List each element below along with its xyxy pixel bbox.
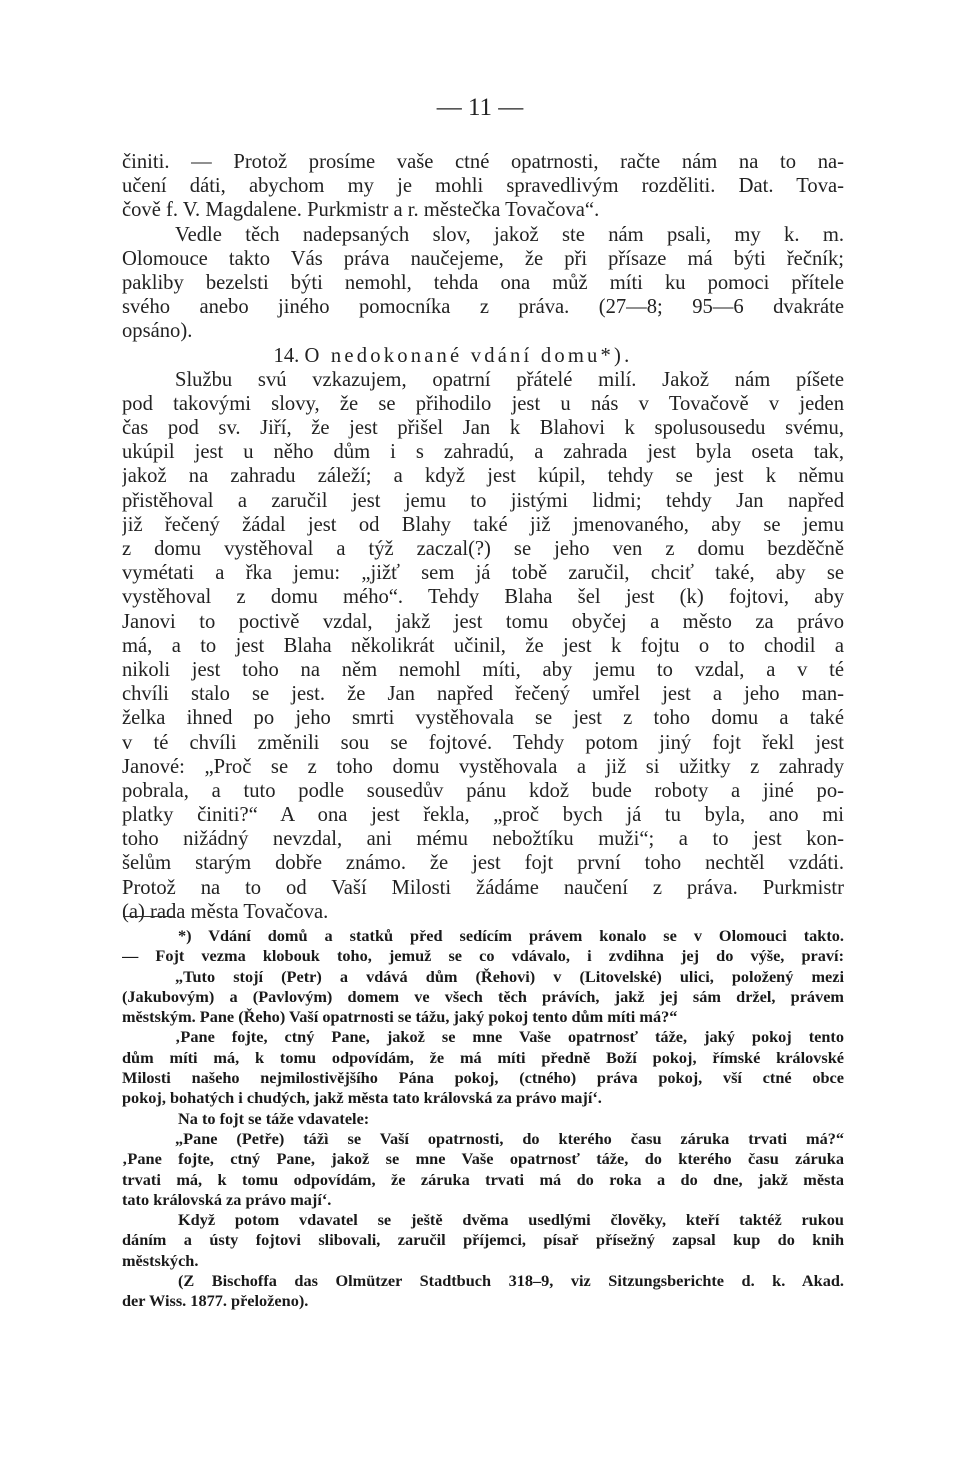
footnote-line: Když potom vdavatel se ještě dvěma usedlými člověky, kteří taktéž rukou xyxy=(178,1210,844,1230)
footnote-line: Na to fojt se táže vdavatele: xyxy=(178,1108,370,1128)
text-line: přistěhoval a zaručil jest jemu to jistými lidmi; tehdy Jan napřed xyxy=(122,489,844,512)
text-line: Protož na to od Vaší Milosti žádáme naučení z práva. Purkmistr xyxy=(122,876,844,899)
text-line: činiti. — Protož prosíme vaše ctné opatrnosti, račte nám na to na- xyxy=(122,151,844,173)
text-line: Vedle těch nadepsaných slov, jakož ste nám psali, my k. m. xyxy=(175,223,844,246)
text-line: Janové: „Proč se z toho domu vystěhovala a již si užitky z zahrady xyxy=(122,755,844,778)
text-line: chvíli stalo se jest. že Jan napřed řečený umřel jest a jeho man- xyxy=(122,683,844,706)
text-line: v té chvíli změnili sou se fojtové. Tehdy potom jiný fojt řekl jest xyxy=(122,731,844,754)
text-line: má, a to jest Blaha několikrát učinil, že jest k fojtu o to chodil a xyxy=(122,634,844,657)
text-line: toho nižádný nevzdal, ani mému nebožtíku muži“; a to jest kon- xyxy=(122,828,844,851)
main-text xyxy=(122,150,844,924)
section-heading-title: O nedokonané vdání domu*). xyxy=(304,344,633,367)
footnote xyxy=(122,926,844,1312)
text-line: z domu vystěhoval a týž zaczal(?) se jeho ven z domu bezděčně xyxy=(122,538,844,560)
footnote-line: der Wiss. 1877. přeloženo). xyxy=(122,1291,309,1311)
text-line: čově f. V. Magdalene. Purkmistr a r. městečka Tovačova“. xyxy=(122,199,600,222)
text-line: vymétati a řka jemu: „jižť sem já tobě zaručil, chciť také, aby se xyxy=(122,562,844,585)
page-number: — 11 — xyxy=(436,94,524,121)
footnote-line: „Tuto stojí (Petr) a vdává dům (Řehovi) v (Litovelské) ulici, položený mezi xyxy=(175,966,844,986)
footnote-line: — Fojt vezma klobouk toho, jemuž se co vdávalo, i zvdihna jej do výše, praví: xyxy=(122,946,844,966)
text-line: jakož na zahradu záleží; a když jest kúpil, tehdy se jest k němu xyxy=(122,465,844,488)
text-line: šelům starým dobře známo. že jest fojt první toho nechtěl vzdáti. xyxy=(122,852,844,875)
footnote-line: *) Vdání domů a statků před sedícím právem konalo se v Olomouci takto. xyxy=(178,926,844,945)
footnote-line: dům míti má, k tomu odpovídám, že má míti předně Boží pokoj, římské královské xyxy=(122,1047,844,1067)
footnote-line: „Pane (Petře) tážì se Vaší opatrnosti, do kterého času záruka trvati má?“ xyxy=(175,1128,844,1148)
footnote-line: tato královská za právo mají‘. xyxy=(122,1189,332,1209)
footnote-line: městských. xyxy=(122,1250,199,1270)
text-line: vystěhoval z domu mého“. Tehdy Blaha šel jest (k) fojtovi, aby xyxy=(122,586,844,609)
text-line: Službu svú vzkazujem, opatrní přátelé milí. Jakož nám píšete xyxy=(175,368,844,391)
footnote-line: pokoj, bohatých i chudých, jakž města tato královská za právo mají‘. xyxy=(122,1088,602,1108)
footnote-line: ‚Pane fojte, ctný Pane, jakož se mne Vaše opatrnosť táže, do kterého času záruka xyxy=(122,1149,844,1169)
text-line: Olomouce takto Vás práva naučejeme, že při přísaze má býti řečník; xyxy=(122,247,844,270)
text-line: nikoli jest toho na něm nemohl míti, aby jemu to vzdal, a v té xyxy=(122,658,844,681)
section-heading xyxy=(122,344,844,368)
footnote-line: dáním a ústy fojtovi slibovali, zaručil příjemci, písař přísežný zapsal kup do knih xyxy=(122,1230,844,1250)
text-line: pakliby bezelsti býti nemohl, tehda ona můž míti ku pomoci přítele xyxy=(122,271,844,294)
text-line: pobrala, a tuto podle sousedův pánu kdož bude roboty a jiné po- xyxy=(122,779,844,802)
text-line: (a) rada města Tovačova. xyxy=(122,900,329,923)
footnote-line: ‚Pane fojte, ctný Pane, jakož se mne Vaše opatrnosť táže, jaký pokoj tento xyxy=(175,1027,844,1047)
footnote-separator xyxy=(123,916,175,917)
text-line: již řečený žádal jest od Blahy také již jmenovaného, aby se jemu xyxy=(122,513,844,536)
text-line: svého anebo jiného pomocníka z práva. (27—8; 95—6 dvakráte xyxy=(122,296,844,319)
section-heading-number: 14. xyxy=(273,344,300,367)
footnote-line: městským. Pane (Řeho) Vaší opatrnosti se tážu, jaký pokoj tento dům míti má?“ xyxy=(122,1007,678,1027)
text-line: pod takovými slovy, že se přihodilo jest u nás v Tovačově v jeden xyxy=(122,392,844,415)
text-line: učení dáti, abychom my je mohli spravedlivým rozděliti. Dat. Tova- xyxy=(122,175,844,198)
text-line: ukúpil jest u něho dům i s zahradú, a zahrada jest byla oseta tak, xyxy=(122,441,844,464)
footnote-line: (Jakubovým) a (Pavlovým) domem ve všech těch právích, jakž jej sám držel, právem xyxy=(122,986,844,1006)
footnote-line: (Z Bischoffa das Olmützer Stadtbuch 318–9, viz Sitzungsberichte d. k. Akad. xyxy=(178,1271,844,1291)
text-line: opsáno). xyxy=(122,320,193,343)
text-line: Janovi to poctivě vzdal, jakž jest tomu obyčej a město za právo xyxy=(122,610,844,633)
footnote-line: trvati má, k tomu odpovídám, že záruka trvati má do roka a do dne, jakž města xyxy=(122,1169,844,1189)
text-line: platky činiti?“ A ona jest řekla, „proč bych já tu byla, ano mi xyxy=(122,804,844,827)
text-line: čas pod sv. Jiří, že jest přišel Jan k Blahovi k spolusousedu svému, xyxy=(122,417,844,440)
text-line: želka ihned po jeho smrti vystěhovala se jest z toho domu a také xyxy=(122,707,844,730)
footnote-line: Milosti našeho nejmilostivějšího Pána pokoj, (ctného) práva pokoj, vší ctné obce xyxy=(122,1068,844,1088)
